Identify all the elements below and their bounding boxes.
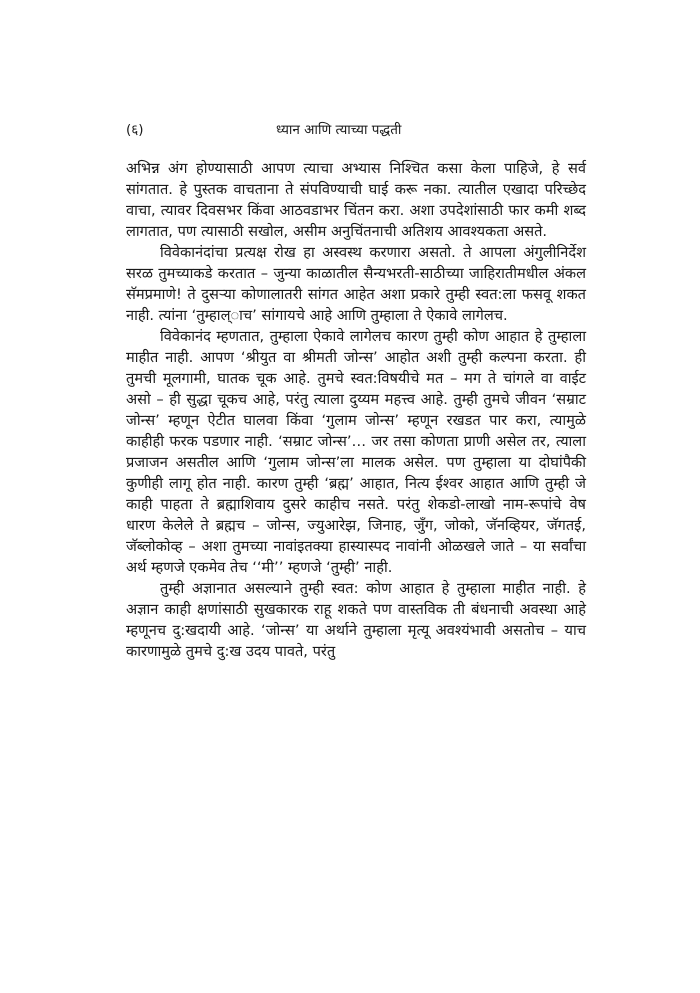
running-head	[126, 120, 582, 142]
paragraph-3: विवेकानंद म्हणतात, तुम्हाला ऐकावे लागेलच कारण तुम्ही कोण आहात हे तुम्हाला माहीत नाही. आपण ‘श्रीयुत वा श्रीमती जोन्स’ आहोत अशी तुम्ही कल्पना करता. ही तुमची मूलगामी, घातक चूक आहे. तुमचे स्वत:विषयीचे मत – मग ते चांगले वा वाईट असो – ही सुद्धा चूकच आहे, परंतु त्याला दुय्यम महत्त्व आहे. तुम्ही तुमचे जीवन ‘सम्राट जोन्स’ म्हणून ऐटीत घालवा किंवा ‘गुलाम जोन्स’ म्हणून रखडत पार करा, त्यामुळे काहीही फरक पडणार नाही. ‘सम्राट जोन्स’… जर तसा कोणता प्राणी असेल तर, त्याला प्रजाजन असतील आणि ‘गुलाम जोन्स’ला मालक असेल. पण तुम्हाला या दोघांपैकी कुणीही लागू होत नाही. कारण तुम्ही ‘ब्रह्म’ आहात, नित्य ईश्वर आहात आणि तुम्ही जे काही पाहता ते ब्रह्माशिवाय दुसरे काहीच नसते. परंतु शेकडो-लाखो नाम-रूपांचे वेष धारण केलेले ते ब्रह्मच – जोन्स, ज्युआरेझ, जिनाह, जुँग, जोको, जॅनव्हियर, जॅगतई, जॅब्लोकोव्ह – अशा तुमच्या नावांइतक्या हास्यास्पद नावांनी ओळखले जाते – या सर्वांचा अर्थ म्हणजे एकमेव तेच ‘‘मी’’ म्हणजे ‘तुम्ही’ नाही.	[126, 328, 586, 576]
body-text	[126, 158, 586, 662]
paragraph-1: अभिन्न अंग होण्यासाठी आपण त्याचा अभ्यास निश्चित कसा केला पाहिजे, हे सर्व सांगतात. हे पुस्तक वाचताना ते संपविण्याची घाई करू नका. त्यातील एखादा परिच्छेद वाचा, त्यावर दिवसभर किंवा आठवडाभर चिंतन करा. अशा उपदेशांसाठी फार कमी शब्द लागतात, पण त्यासाठी सखोल, असीम अनुचिंतनाची अतिशय आवश्यकता असते.	[126, 160, 586, 240]
paragraph-2: विवेकानंदांचा प्रत्यक्ष रोख हा अस्वस्थ करणारा असतो. ते आपला अंगुलीनिर्देश सरळ तुमच्याकडे करतात – जुन्या काळातील सैन्यभरती-साठीच्या जाहिरातीमधील अंकल सॅमप्रमाणे! ते दुसऱ्या कोणालातरी सांगत आहेत अशा प्रकारे तुम्ही स्वत:ला फसवू शकत नाही. त्यांना ‘तुम्हाल्‌ाच’ सांगायचे आहे आणि तुम्हाला ते ऐकावे लागेलच.	[126, 244, 586, 324]
page-number: (६)	[126, 122, 144, 138]
paragraph-4: तुम्ही अज्ञानात असल्याने तुम्ही स्वत: कोण आहात हे तुम्हाला माहीत नाही. हे अज्ञान काही क्षणांसाठी सुखकारक राहू शकते पण वास्तविक ती बंधनाची अवस्था आहे म्हणूनच दु:खदायी आहे. ‘जोन्स’ या अर्थाने तुम्हाला मृत्यू अवश्यंभावी असतोच – याच कारणामुळे तुमचे दु:ख उदय पावते, परंतु	[126, 580, 586, 660]
running-title: ध्यान आणि त्याच्या पद्धती	[276, 122, 402, 138]
